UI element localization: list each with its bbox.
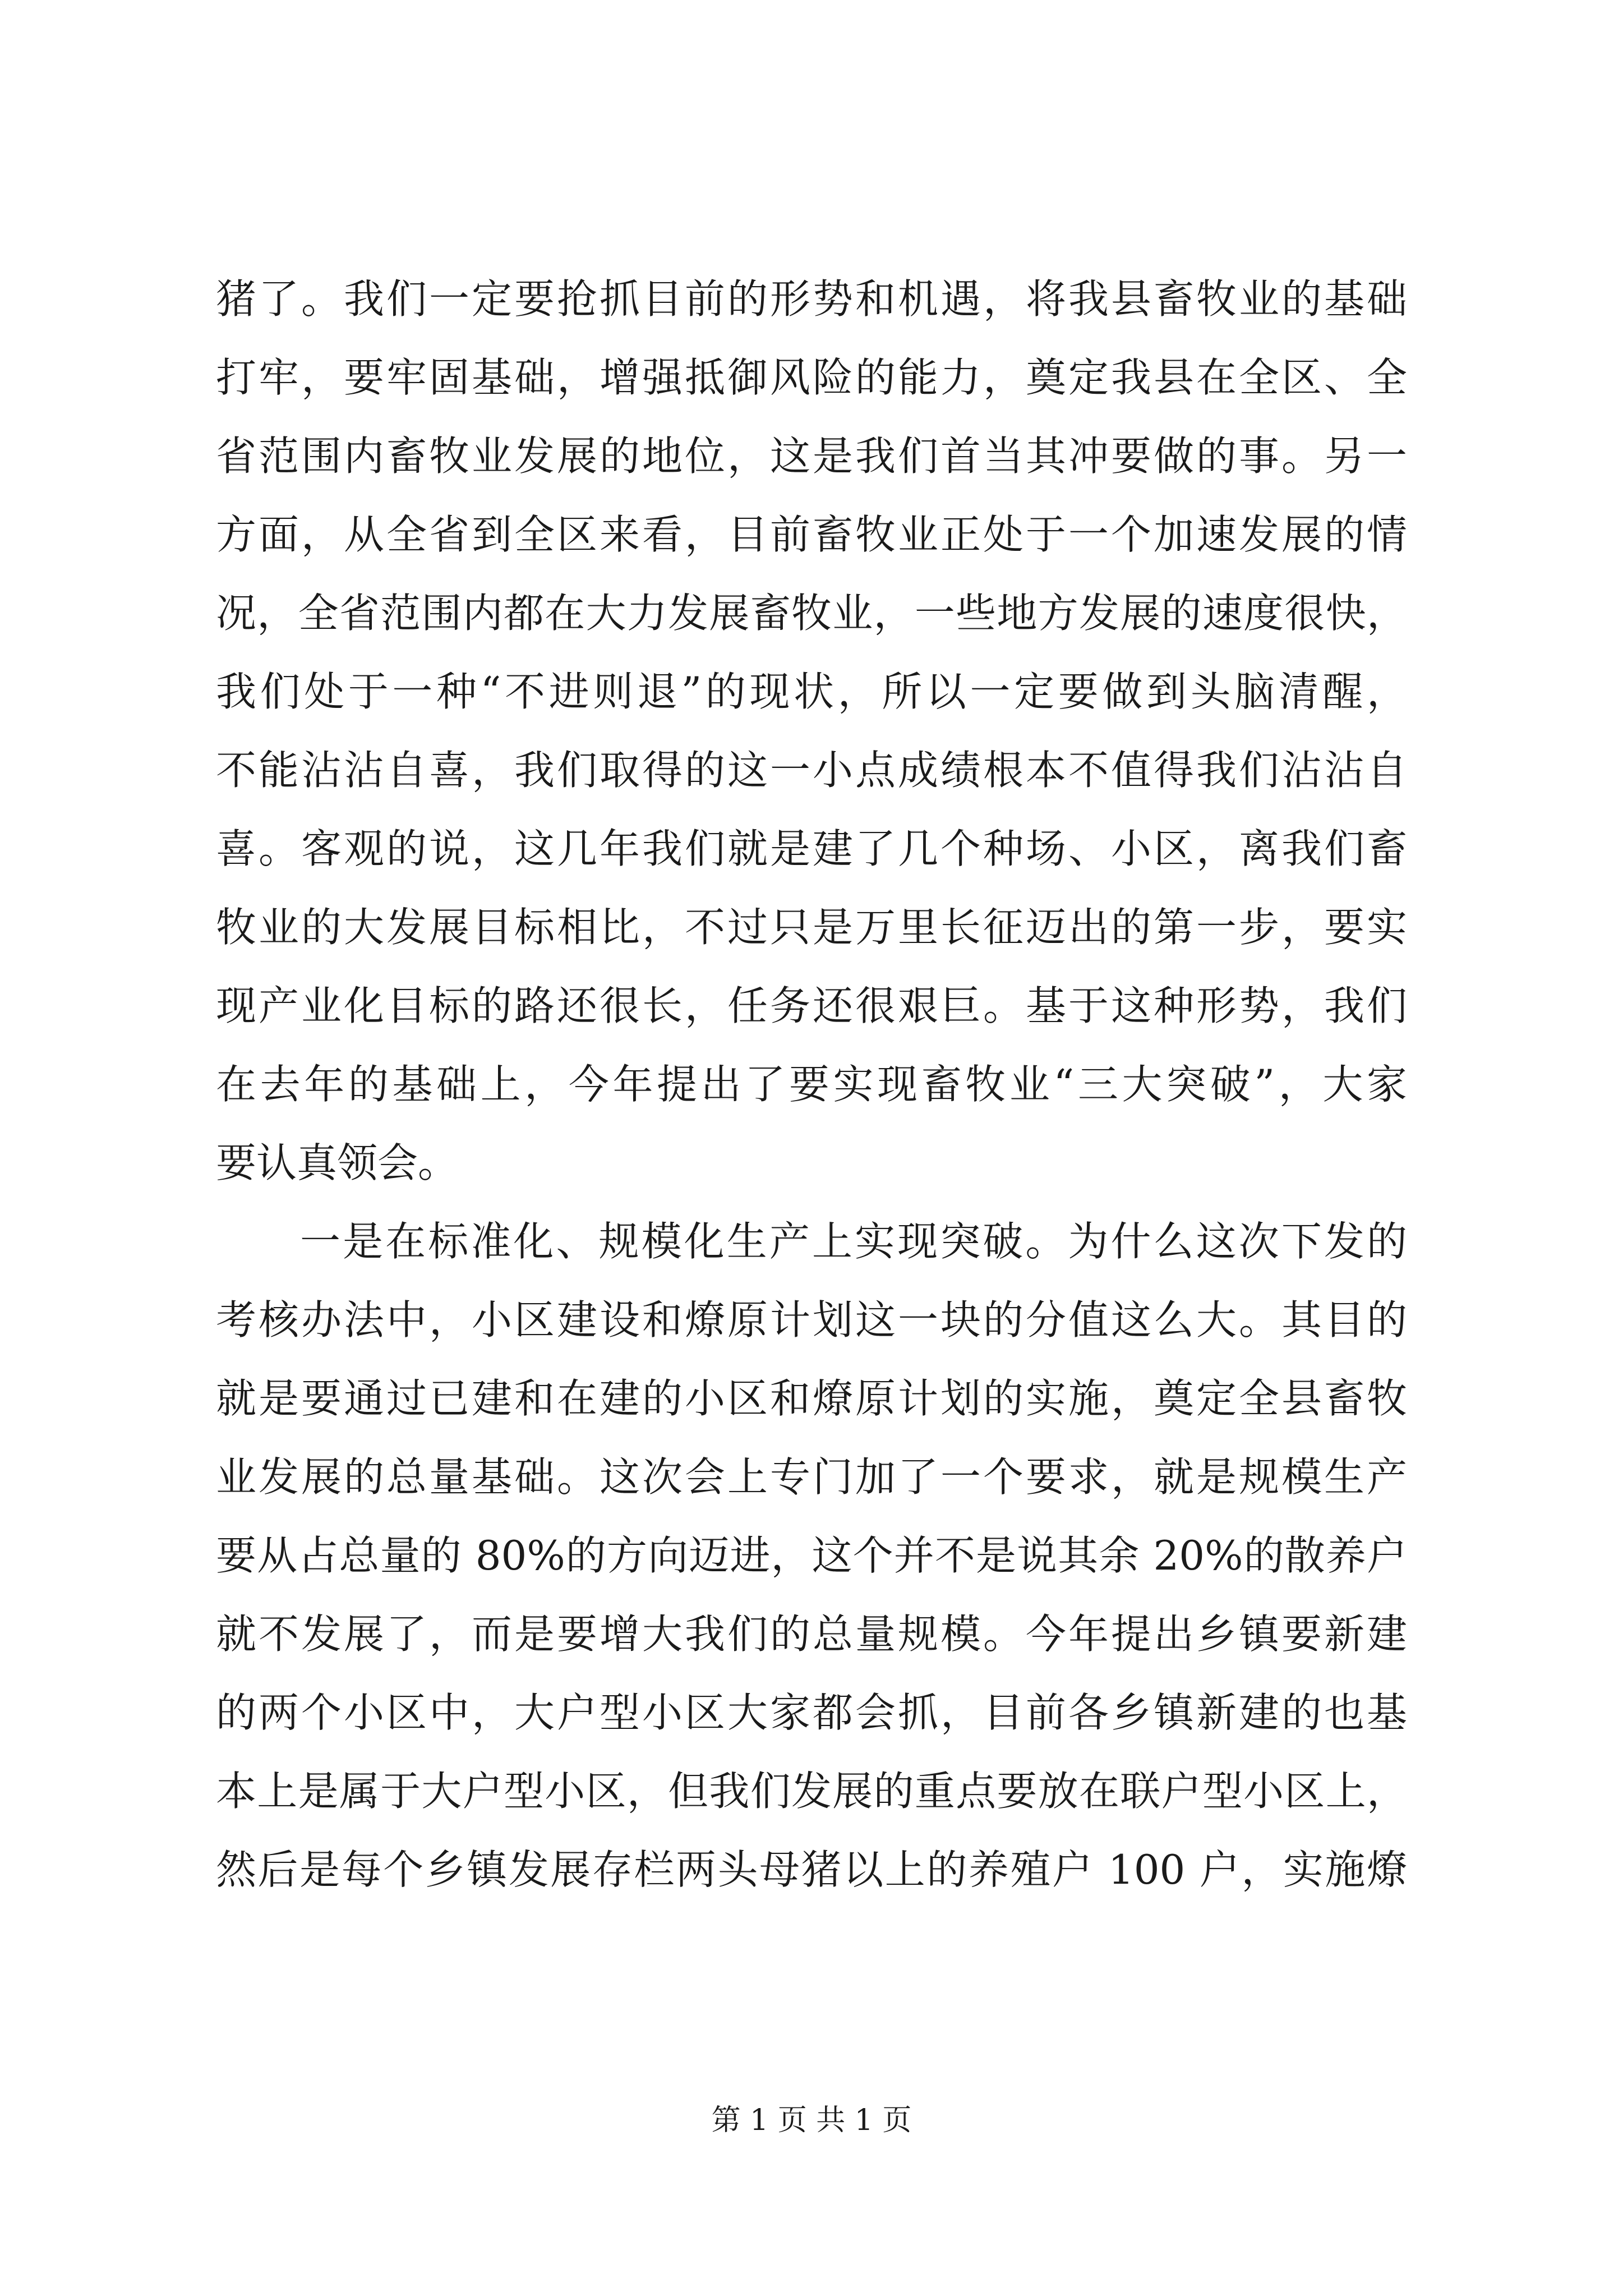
- text-line: 方面，从全省到全区来看，目前畜牧业正处于一个加速发展的情: [216, 511, 1407, 558]
- text-line: 业发展的总量基础。这次会上专门加了一个要求，就是规模生产: [216, 1453, 1407, 1501]
- page-number-footer: 第 1 页 共 1 页: [711, 2104, 912, 2137]
- text-line: 要从占总量的 80%的方向迈进，这个并不是说其余 20%的散养户: [216, 1532, 1407, 1579]
- text-line: 现产业化目标的路还很长，任务还很艰巨。基于这种形势，我们: [216, 982, 1407, 1029]
- text-line: 喜。客观的说，这几年我们就是建了几个种场、小区，离我们畜: [216, 825, 1407, 872]
- paragraph-start-line: 一是在标准化、规模化生产上实现突破。为什么这次下发的: [300, 1218, 1407, 1265]
- text-line: 要认真领会。: [216, 1139, 459, 1186]
- body-text: [216, 260, 1407, 1909]
- text-line: 然后是每个乡镇发展存栏两头母猪以上的养殖户 100 户，实施燎: [216, 1846, 1407, 1893]
- text-line: 打牢，要牢固基础，增强抵御风险的能力，奠定我县在全区、全: [216, 354, 1407, 401]
- text-line: 的两个小区中，大户型小区大家都会抓，目前各乡镇新建的也基: [216, 1689, 1407, 1736]
- text-line: 就是要通过已建和在建的小区和燎原计划的实施，奠定全县畜牧: [216, 1375, 1407, 1422]
- text-line: 我们处于一种“不进则退”的现状，所以一定要做到头脑清醒，: [216, 668, 1407, 715]
- text-line: 就不发展了，而是要增大我们的总量规模。今年提出乡镇要新建: [216, 1611, 1407, 1658]
- text-line: 不能沾沾自喜，我们取得的这一小点成绩根本不值得我们沾沾自: [216, 747, 1407, 794]
- text-line: 省范围内畜牧业发展的地位，这是我们首当其冲要做的事。另一: [216, 432, 1407, 480]
- text-line: 本上是属于大户型小区，但我们发展的重点要放在联户型小区上，: [216, 1768, 1407, 1815]
- text-line: 况，全省范围内都在大力发展畜牧业，一些地方发展的速度很快，: [216, 590, 1407, 637]
- text-line: 牧业的大发展目标相比，不过只是万里长征迈出的第一步，要实: [216, 904, 1407, 951]
- text-line: 考核办法中，小区建设和燎原计划这一块的分值这么大。其目的: [216, 1296, 1407, 1343]
- text-line: 猪了。我们一定要抢抓目前的形势和机遇，将我县畜牧业的基础: [216, 275, 1407, 323]
- text-line: 在去年的基础上，今年提出了要实现畜牧业“三大突破”，大家: [216, 1061, 1407, 1108]
